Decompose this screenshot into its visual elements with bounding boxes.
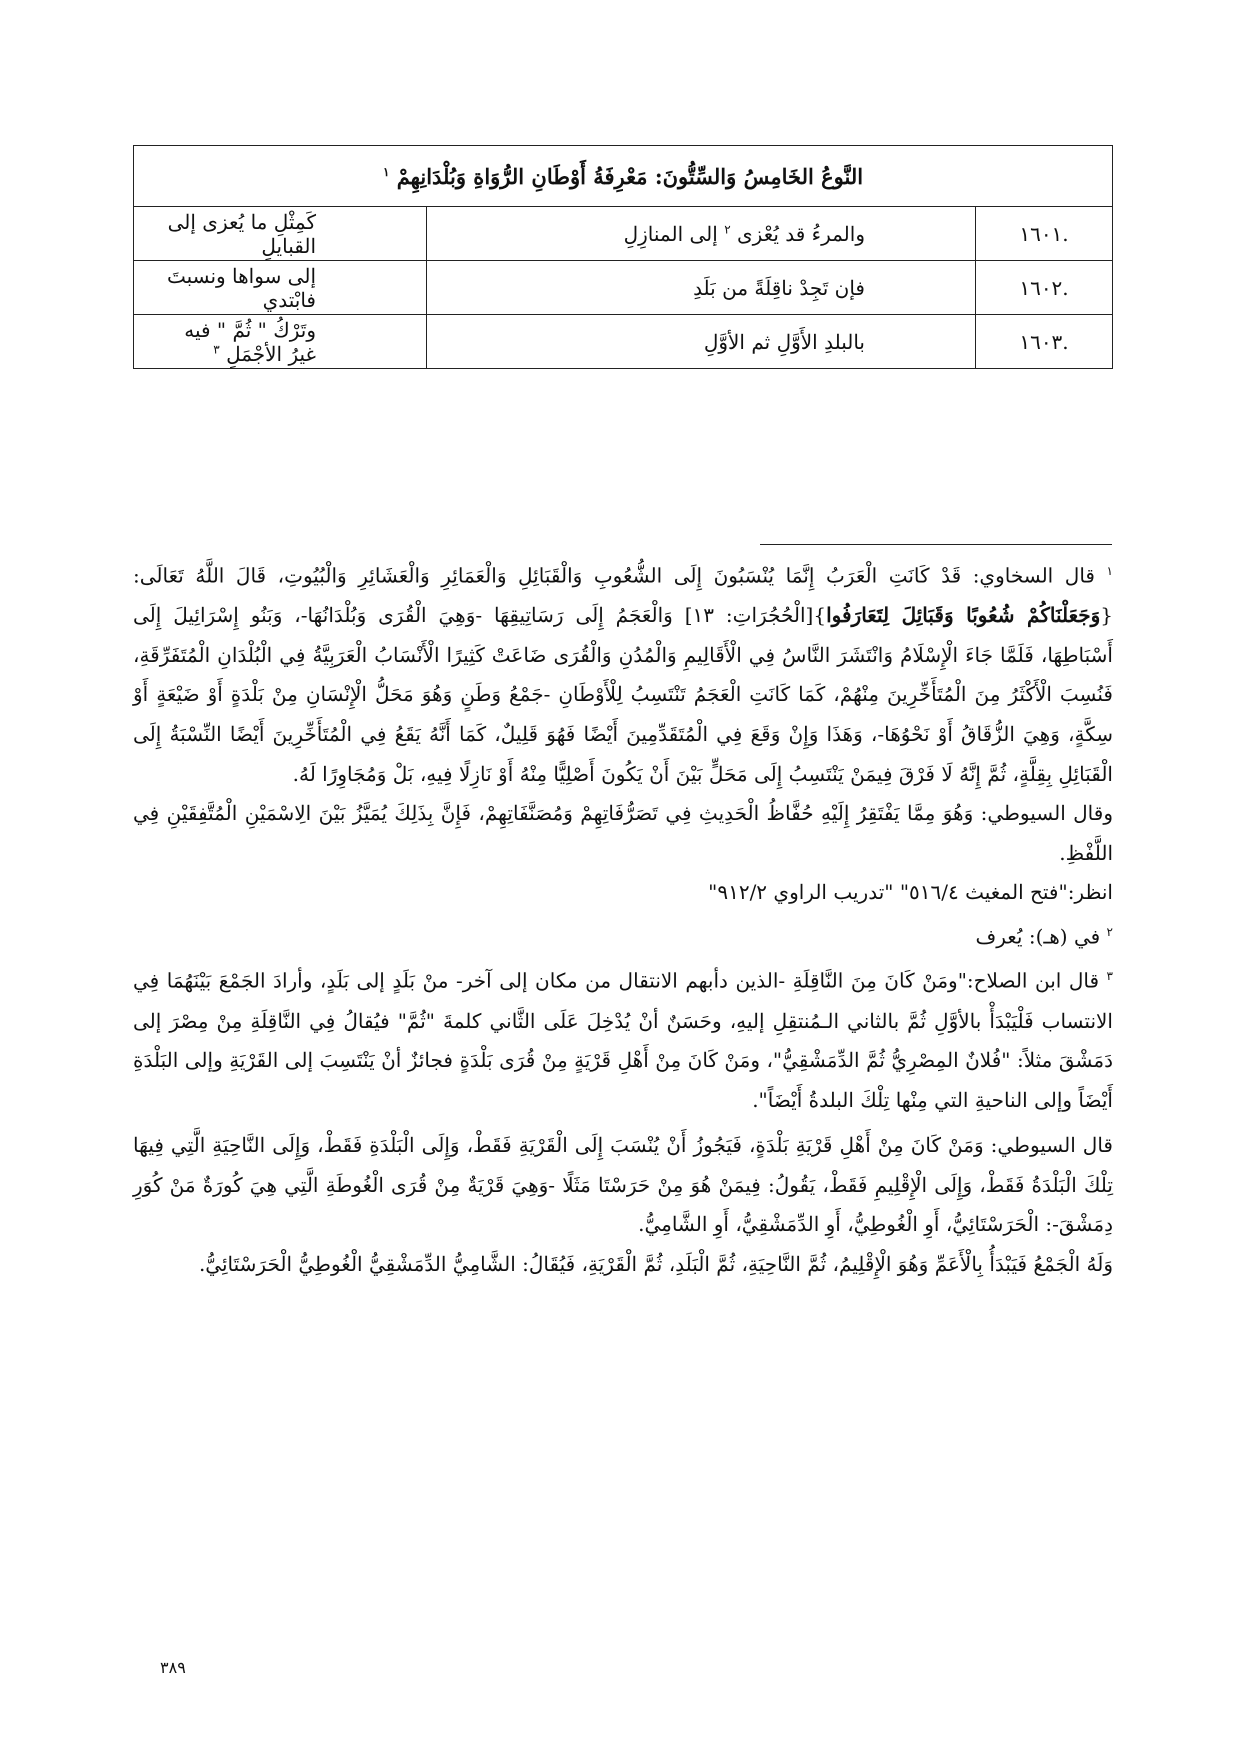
footnote-1-suyuti: وقال السيوطي: وَهُوَ مِمَّا يَفْتَقِرُ إِلَيْهِ حُفَّاظُ الْحَدِيثِ فِي تَصَرُّفَاتِهِمْ وَمُصَنَّفَاتِهِمْ، فَإِنَّ بِذَلِكَ يُمَيَّزُ بَيْنَ الِاسْمَيْنِ الْمُتَّفِقَيْنِ فِي اللَّفْظِ. — [133, 801, 1113, 865]
footnote-2: $^٢$ في (هـ): يُعرف — [975, 924, 1113, 949]
first-hemistich: بالبلدِ الأَوَّلِ ثم الأوَّلِ — [427, 315, 976, 369]
second-hemistich: إلى سواها ونسبتَ فابْتدي — [134, 261, 427, 315]
chapter-heading: النَّوعُ الخَامِسُ وَالسِّتُّونَ: مَعْرِفَةُ أَوْطَانِ الرُّوَاةِ وَبُلْدَانِهِمْ $^١$ — [134, 146, 1113, 207]
footnote-ref: ١ — [382, 164, 390, 179]
footnote-ref: ٢ — [724, 221, 731, 236]
footnote-1: $^١$ قال السخاوي: قَدْ كَانَتِ الْعَرَبُ إِنَّمَا يُنْسَبُونَ إِلَى الشُّعُوبِ وَالْقَبَائِلِ وَالْعَمَائِرِ وَالْعَشَائِرِ وَالْبُيُوتِ، قَالَ اللَّهُ تَعَالَى: {وَجَعَلْنَاكُمْ شُعُوبًا وَقَبَائِلَ لِتَعَارَفُوا}[الْحُجُرَاتِ: ١٣] وَالْعَجَمُ إِلَى رَسَاتِيقِهَا -وَهِيَ الْقُرَى وَبُلْدَانُهَا-، وَبَنُو إِسْرَائِيلَ إِلَى أَسْبَاطِهَا، فَلَمَّا جَاءَ الْإِسْلَامُ وَانْتَشَرَ النَّاسُ فِي الْأَقَالِيمِ وَالْمُدُنِ وَالْقُرَى ضَاعَتْ كَثِيرًا الْأَنْسَابُ الْعَرَبِيَّةُ فِي الْبُلْدَانِ الْمُتَفَرِّقَةِ، فَنُسِبَ الْأَكْثَرُ مِنَ الْمُتَأَخِّرِينَ مِنْهُمْ، كَمَا كَانَتِ الْعَجَمُ تَنْتَسِبُ لِلْأَوْطَانِ -جَمْعُ وَطَنٍ وَهُوَ مَحَلُّ الْإِنْسَانِ مِنْ بَلْدَةٍ أَوْ ضَيْعَةٍ أَوْ سِكَّةٍ، وَهِيَ الزُّقَاقُ أَوْ نَحْوُهَا-، وَهَذَا وَإِنْ وَقَعَ فِي الْمُتَقَدِّمِينَ أَيْضًا فَهُوَ قَلِيلٌ، كَمَا أَنَّهُ يَقَعُ فِي الْمُتَأَخِّرِينَ أَيْضًا النِّسْبَةُ إِلَى الْقَبَائِلِ بِقِلَّةٍ، ثُمَّ إِنَّهُ لَا فَرْقَ فِيمَنْ يَنْتَسِبُ إِلَى مَحَلٍّ بَيْنَ أَنْ يَكُونَ أَصْلِيًّا مِنْهُ أَوْ نَازِلًا فِيهِ، بَلْ وَمُجَاوِرًا لَهُ. — [133, 563, 1114, 786]
page-number: ٣٨٩ — [160, 1658, 186, 1677]
footnote-3: $^٣$ قال ابن الصلاح:"ومَنْ كَانَ مِنَ النَّاقِلَةِ -الذين دأبهم الانتقال من مكان إلى آخر- منْ بَلَدٍ إلى بَلَدٍ، وأرادَ الجَمْعَ بَيْنَهُمَا فِي الانتساب فَلْيَبْدَأْ بالأوَّلِ ثُمَّ بالثاني الـمُنتقِلِ إليهِ، وحَسَنٌ أنْ يُدْخِلَ عَلَى الثَّاني كلمةَ "ثُمَّ" فيُقالُ فِي النَّاقِلَةِ مِنْ مِصْرَ إلى دَمَشْقَ مثلاً: "فُلانٌ المِصْرِيُّ ثُمَّ الدِّمَشْقِيُّ"، ومَنْ كَانَ مِنْ أَهْلِ قَرْيَةٍ مِنْ قُرَى بَلْدَةٍ فجائزٌ أنْ يَنْتَسِبَ إلى القَرْيَةِ وإلى البَلْدَةِ أَيْضَاً وإلى الناحيةِ التي مِنْها تِلْكَ البلدةُ أَيْضَاً". — [133, 968, 1113, 1112]
verse-table — [133, 145, 1113, 369]
second-hemistich: وتَرْكُ " ثُمَّ " فيه غيرُ الأجْمَلِ $^٣$ — [134, 315, 427, 369]
first-hemistich: فإن تَجِدْ ناقِلَةً من بَلَدِ — [427, 261, 976, 315]
footnote-separator — [760, 544, 1112, 545]
table-row — [134, 207, 1113, 261]
verse-number: .١٦٠٣ — [976, 315, 1113, 369]
second-hemistich: كَمِثْلِ ما يُعزى إلى القبايلِ — [134, 207, 427, 261]
table-heading-row — [134, 146, 1113, 207]
quran-verse: وَجَعَلْنَاكُمْ شُعُوبًا وَقَبَائِلَ لِتَعَارَفُوا — [826, 603, 1101, 628]
table-row — [134, 315, 1113, 369]
footnotes — [133, 552, 1113, 1285]
footnote-ref: ٣ — [213, 341, 220, 356]
footnote-3-suyuti: قال السيوطي: وَمَنْ كَانَ مِنْ أَهْلِ قَرْيَةِ بَلْدَةٍ، فَيَجُوزُ أَنْ يُنْسَبَ إِلَى الْقَرْيَةِ فَقَطْ، وَإِلَى الْبَلْدَةِ فَقَطْ، وَإِلَى النَّاحِيَةِ الَّتِي فِيهَا تِلْكَ الْبَلْدَةُ فَقَطْ، وَإِلَى الْإِقْلِيمِ فَقَطْ، يَقُولُ: فِيمَنْ هُوَ مِنْ حَرَسْتَا مَثَلًا -وَهِيَ قَرْيَةٌ مِنْ قُرَى الْغُوطَةِ الَّتِي هِيَ كُورَةٌ مَنْ كُوَرِ دِمَشْقَ-: الْحَرَسْتَائِيُّ، أَوِ الْغُوطِيُّ، أَوِ الدِّمَشْقِيُّ، أَوِ الشَّامِيُّ. — [133, 1133, 1113, 1237]
verse-number: .١٦٠١ — [976, 207, 1113, 261]
footnote-1-sources: انظر:"فتح المغيث ٥١٦/٤" "تدريب الراوي ٩١٢/٢" — [708, 880, 1113, 905]
verse-number: .١٦٠٢ — [976, 261, 1113, 315]
table-row — [134, 261, 1113, 315]
footnote-3-conclusion: وَلَهُ الْجَمْعُ فَيَبْدَأُ بِالْأَعَمِّ وَهُوَ الْإِقْلِيمُ، ثُمَّ النَّاحِيَةِ، ثُمَّ الْبَلَدِ، ثُمَّ الْقَرْيَةِ، فَيُقَالُ: الشَّامِيُّ الدِّمَشْقِيُّ الْغُوطِيُّ الْحَرَسْتَائِيُّ. — [198, 1252, 1113, 1277]
first-hemistich: والمرءُ قد يُعْزى $^٢$ إلى المنازِلِ — [427, 207, 976, 261]
